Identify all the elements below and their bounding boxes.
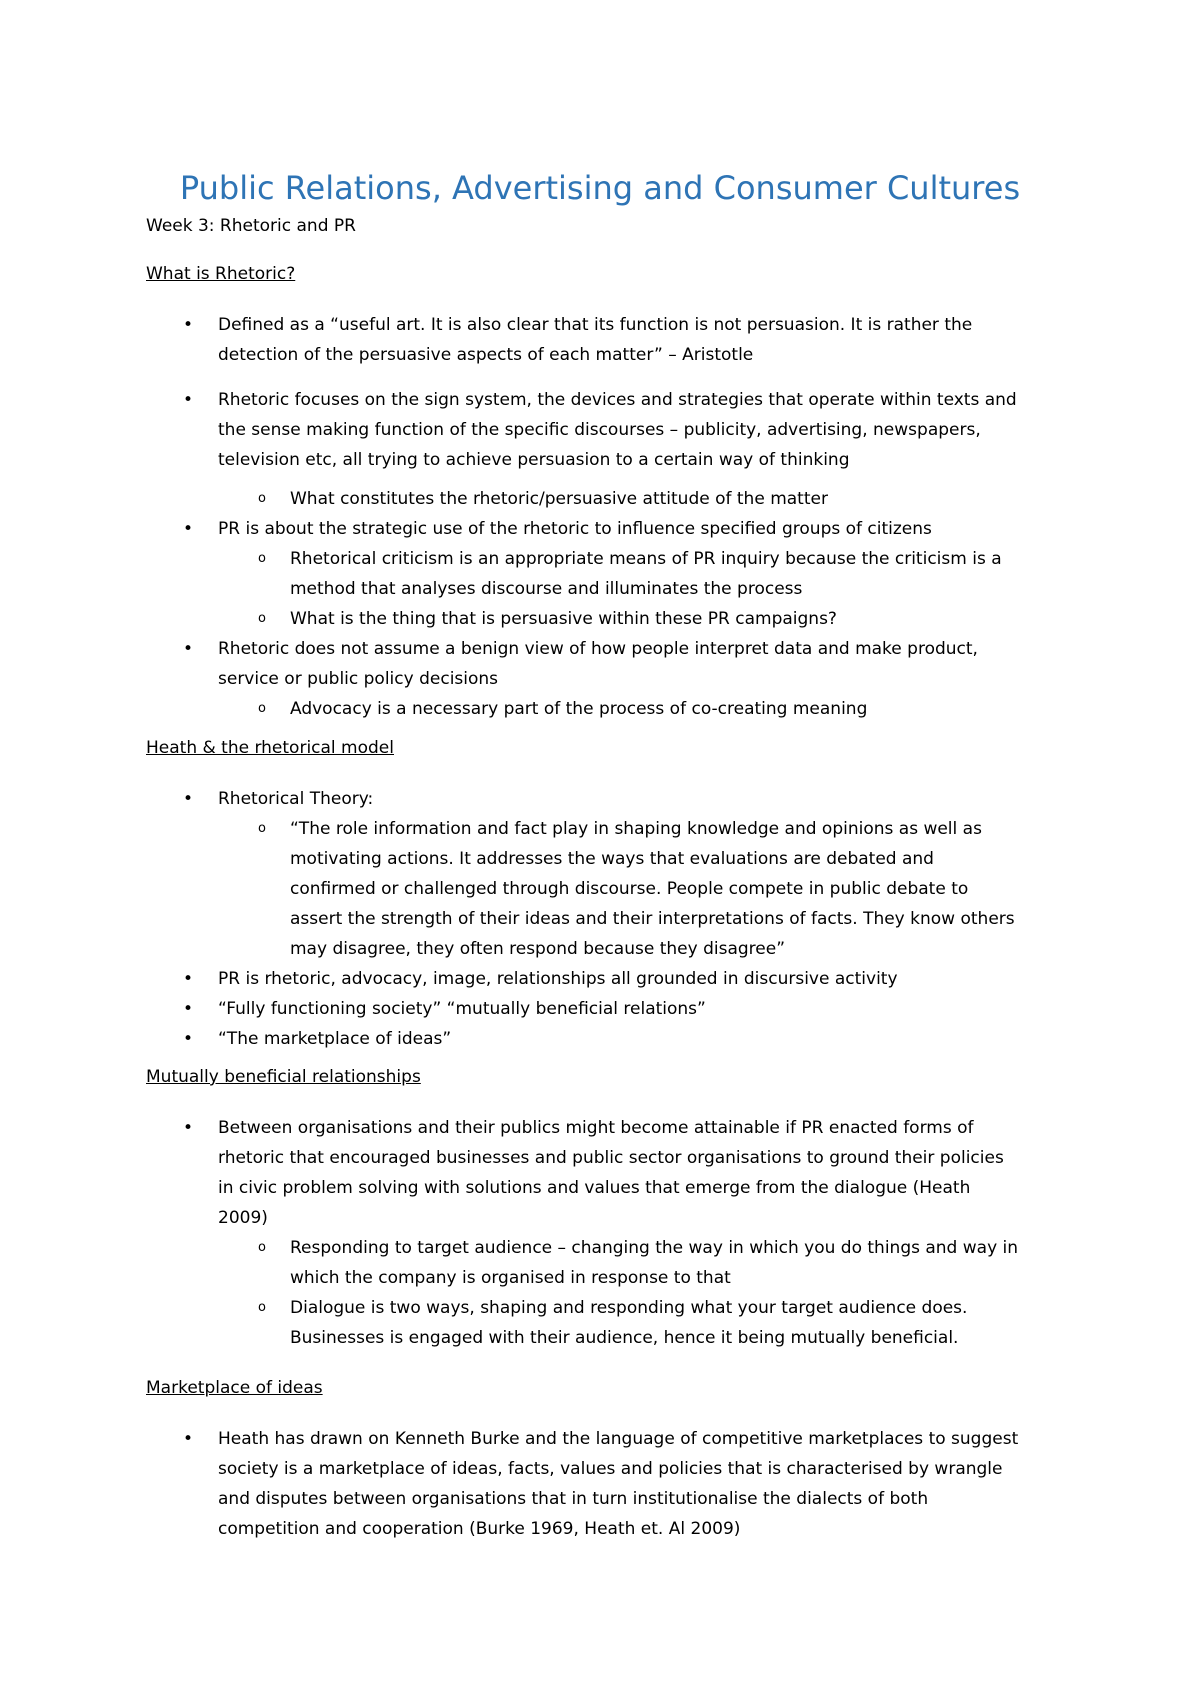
sub-bullet-icon: o bbox=[258, 491, 266, 506]
sub-bullet-text-line: Dialogue is two ways, shaping and responding what your target audience does. bbox=[290, 1298, 968, 1318]
sub-bullet-icon: o bbox=[258, 701, 266, 716]
bullet-icon: • bbox=[183, 1029, 194, 1049]
sub-bullet-text-line: Responding to target audience – changing the way in which you do things and way in bbox=[290, 1238, 1019, 1258]
sub-bullet-text-line: confirmed or challenged through discourse. People compete in public debate to bbox=[290, 879, 969, 899]
section-heading: What is Rhetoric? bbox=[146, 264, 296, 284]
bullet-text-line: society is a marketplace of ideas, facts, values and policies that is characterised by wrangle bbox=[218, 1459, 1003, 1479]
sub-bullet-text-line: motivating actions. It addresses the ways that evaluations are debated and bbox=[290, 849, 934, 869]
bullet-text-line: competition and cooperation (Burke 1969, Heath et. Al 2009) bbox=[218, 1519, 741, 1539]
bullet-text-line: service or public policy decisions bbox=[218, 669, 499, 689]
bullet-icon: • bbox=[183, 390, 194, 410]
sub-bullet-text-line: Advocacy is a necessary part of the process of co-creating meaning bbox=[290, 699, 868, 719]
sub-bullet-text-line: What constitutes the rhetoric/persuasive attitude of the matter bbox=[290, 489, 828, 509]
bullet-text-line: Defined as a “useful art. It is also clear that its function is not persuasion. It is rather the bbox=[218, 315, 973, 335]
bullet-text-line: Rhetoric does not assume a benign view of how people interpret data and make product, bbox=[218, 639, 978, 659]
bullet-text-line: rhetoric that encouraged businesses and public sector organisations to ground their policies bbox=[218, 1148, 1004, 1168]
bullet-text-line: PR is rhetoric, advocacy, image, relationships all grounded in discursive activity bbox=[218, 969, 898, 989]
section-heading: Mutually beneficial relationships bbox=[146, 1067, 421, 1087]
bullet-text-line: and disputes between organisations that in turn institutionalise the dialects of both bbox=[218, 1489, 929, 1509]
bullet-icon: • bbox=[183, 789, 194, 809]
bullet-text-line: detection of the persuasive aspects of each matter” – Aristotle bbox=[218, 345, 754, 365]
bullet-icon: • bbox=[183, 1118, 194, 1138]
bullet-icon: • bbox=[183, 1429, 194, 1449]
bullet-text-line: PR is about the strategic use of the rhetoric to influence specified groups of citizens bbox=[218, 519, 932, 539]
sub-bullet-icon: o bbox=[258, 821, 266, 836]
bullet-text-line: Rhetoric focuses on the sign system, the devices and strategies that operate within texts and bbox=[218, 390, 1017, 410]
bullet-icon: • bbox=[183, 519, 194, 539]
sub-bullet-text-line: What is the thing that is persuasive within these PR campaigns? bbox=[290, 609, 837, 629]
sub-bullet-text-line: Businesses is engaged with their audience, hence it being mutually beneficial. bbox=[290, 1328, 959, 1348]
bullet-text-line: the sense making function of the specific discourses – publicity, advertising, newspapers, bbox=[218, 420, 981, 440]
bullet-icon: • bbox=[183, 969, 194, 989]
sub-bullet-icon: o bbox=[258, 551, 266, 566]
sub-bullet-icon: o bbox=[258, 1240, 266, 1255]
sub-bullet-text-line: Rhetorical criticism is an appropriate means of PR inquiry because the criticism is a bbox=[290, 549, 1002, 569]
sub-bullet-text-line: method that analyses discourse and illuminates the process bbox=[290, 579, 803, 599]
sub-bullet-text-line: assert the strength of their ideas and their interpretations of facts. They know others bbox=[290, 909, 1015, 929]
bullet-text-line: Heath has drawn on Kenneth Burke and the language of competitive marketplaces to suggest bbox=[218, 1429, 1019, 1449]
sub-bullet-text-line: which the company is organised in response to that bbox=[290, 1268, 731, 1288]
bullet-icon: • bbox=[183, 315, 194, 335]
section-heading: Heath & the rhetorical model bbox=[146, 738, 394, 758]
bullet-text-line: Between organisations and their publics might become attainable if PR enacted forms of bbox=[218, 1118, 974, 1138]
sub-bullet-icon: o bbox=[258, 611, 266, 626]
document-subtitle: Week 3: Rhetoric and PR bbox=[146, 216, 356, 236]
bullet-icon: • bbox=[183, 999, 194, 1019]
sub-bullet-text-line: “The role information and fact play in shaping knowledge and opinions as well as bbox=[290, 819, 982, 839]
bullet-text-line: 2009) bbox=[218, 1208, 268, 1228]
bullet-text-line: television etc, all trying to achieve persuasion to a certain way of thinking bbox=[218, 450, 850, 470]
bullet-text-line: “The marketplace of ideas” bbox=[218, 1029, 452, 1049]
document-title: Public Relations, Advertising and Consumer Cultures bbox=[179, 169, 1021, 207]
bullet-icon: • bbox=[183, 639, 194, 659]
sub-bullet-icon: o bbox=[258, 1300, 266, 1315]
bullet-text-line: in civic problem solving with solutions and values that emerge from the dialogue (Heath bbox=[218, 1178, 971, 1198]
bullet-text-line: “Fully functioning society” “mutually beneficial relations” bbox=[218, 999, 706, 1019]
bullet-text-line: Rhetorical Theory: bbox=[218, 789, 374, 809]
sub-bullet-text-line: may disagree, they often respond because they disagree” bbox=[290, 939, 786, 959]
section-heading: Marketplace of ideas bbox=[146, 1378, 323, 1398]
